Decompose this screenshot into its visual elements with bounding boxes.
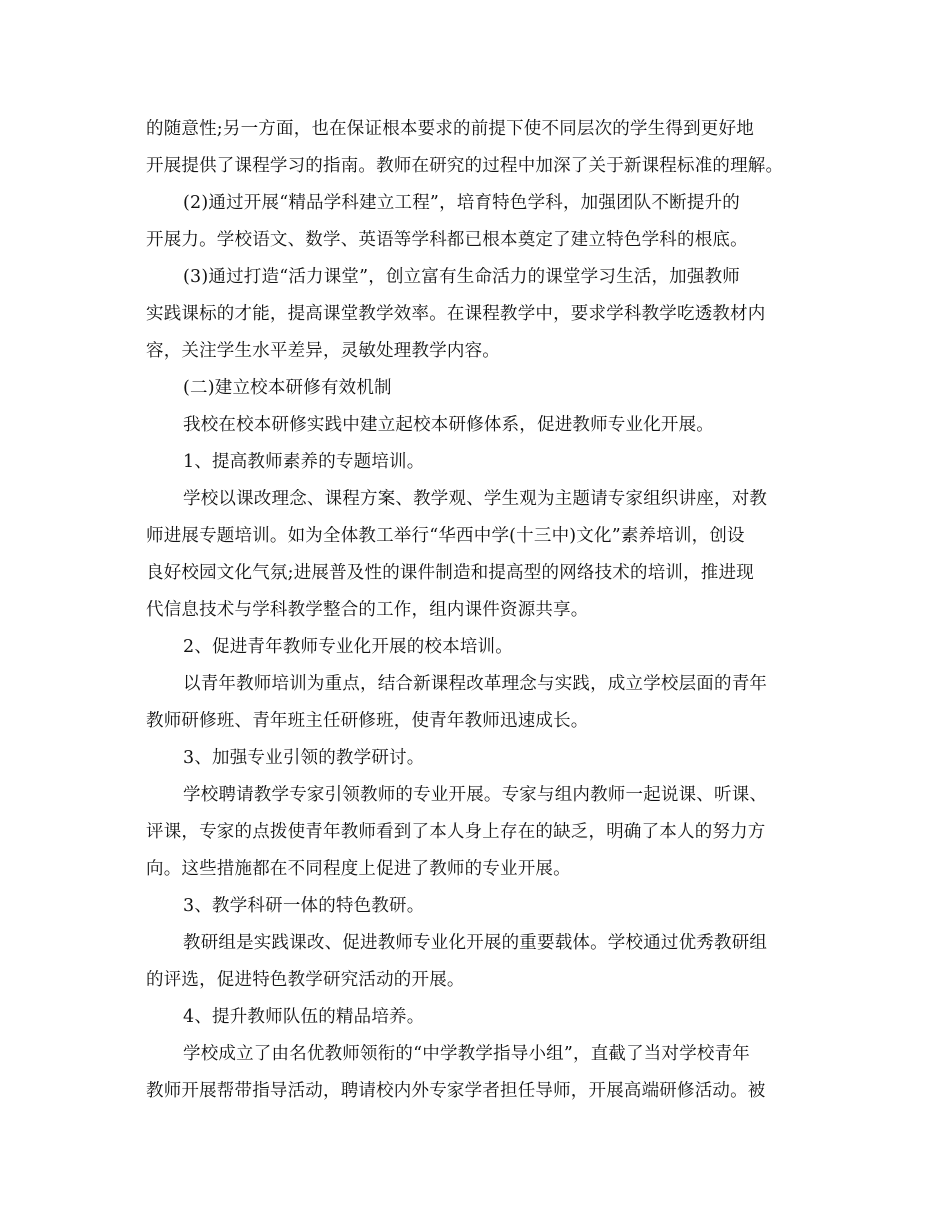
text-line: 教师开展帮带指导活动，聘请校内外专家学者担任导师，开展高端研修活动。被	[146, 1081, 766, 1101]
text-line: 师进展专题培训。如为全体教工举行“华西中学(十三中)文化”素养培训，创设	[146, 526, 745, 546]
text-line: 以青年教师培训为重点，结合新课程改革理念与实践，成立学校层面的青年	[183, 674, 768, 694]
text-line: (2)通过开展“精品学科建立工程”，培育特色学科，加强团队不断提升的	[183, 193, 740, 213]
subheading: 2、促进青年教师专业化开展的校本培训。	[183, 637, 513, 657]
text-line: 教研组是实践课改、促进教师专业化开展的重要载体。学校通过优秀教研组	[183, 933, 768, 953]
subheading: 4、提升教师队伍的精品培养。	[183, 1007, 425, 1027]
text-line: 学校以课改理念、课程方案、教学观、学生观为主题请专家组织讲座，对教	[183, 489, 768, 509]
text-line: 容，关注学生水平差异，灵敏处理教学内容。	[146, 341, 500, 361]
text-line: (3)通过打造“活力课堂”，创立富有生命活力的课堂学习生活，加强教师	[183, 267, 740, 287]
text-line: 的随意性;另一方面，也在保证根本要求的前提下使不同层次的学生得到更好地	[146, 119, 754, 139]
subheading: 3、加强专业引领的教学研讨。	[183, 748, 425, 768]
text-line: 学校聘请教学专家引领教师的专业开展。专家与组内教师一起说课、听课、	[183, 785, 768, 805]
text-line: 良好校园文化气氛;进展普及性的课件制造和提高型的网络技术的培训，推进现	[146, 563, 754, 583]
subheading: 1、提高教师素养的专题培训。	[183, 452, 425, 472]
text-line: 向。这些措施都在不同程度上促进了教师的专业开展。	[146, 859, 571, 879]
subheading: 3、教学科研一体的特色教研。	[183, 896, 425, 916]
text-line: 开展提供了课程学习的指南。教师在研究的过程中加深了关于新课程标准的理解。	[146, 156, 784, 176]
text-line: 代信息技术与学科教学整合的工作，组内课件资源共享。	[146, 600, 589, 620]
text-line: 的评选，促进特色教学研究活动的开展。	[146, 970, 465, 990]
text-line: 我校在校本研修实践中建立起校本研修体系，促进教师专业化开展。	[183, 415, 714, 435]
text-line: 学校成立了由名优教师领衔的“中学教学指导小组”，直截了当对学校青年	[183, 1044, 750, 1064]
text-line: 教师研修班、青年班主任研修班，使青年教师迅速成长。	[146, 711, 589, 731]
text-line: 开展力。学校语文、数学、英语等学科都已根本奠定了建立特色学科的根底。	[146, 230, 748, 250]
text-line: 实践课标的才能，提高课堂教学效率。在课程教学中，要求学科教学吃透教材内	[146, 304, 766, 324]
section-heading: (二)建立校本研修有效机制	[183, 378, 392, 398]
text-line: 评课，专家的点拨使青年教师看到了本人身上存在的缺乏，明确了本人的努力方	[146, 822, 766, 842]
